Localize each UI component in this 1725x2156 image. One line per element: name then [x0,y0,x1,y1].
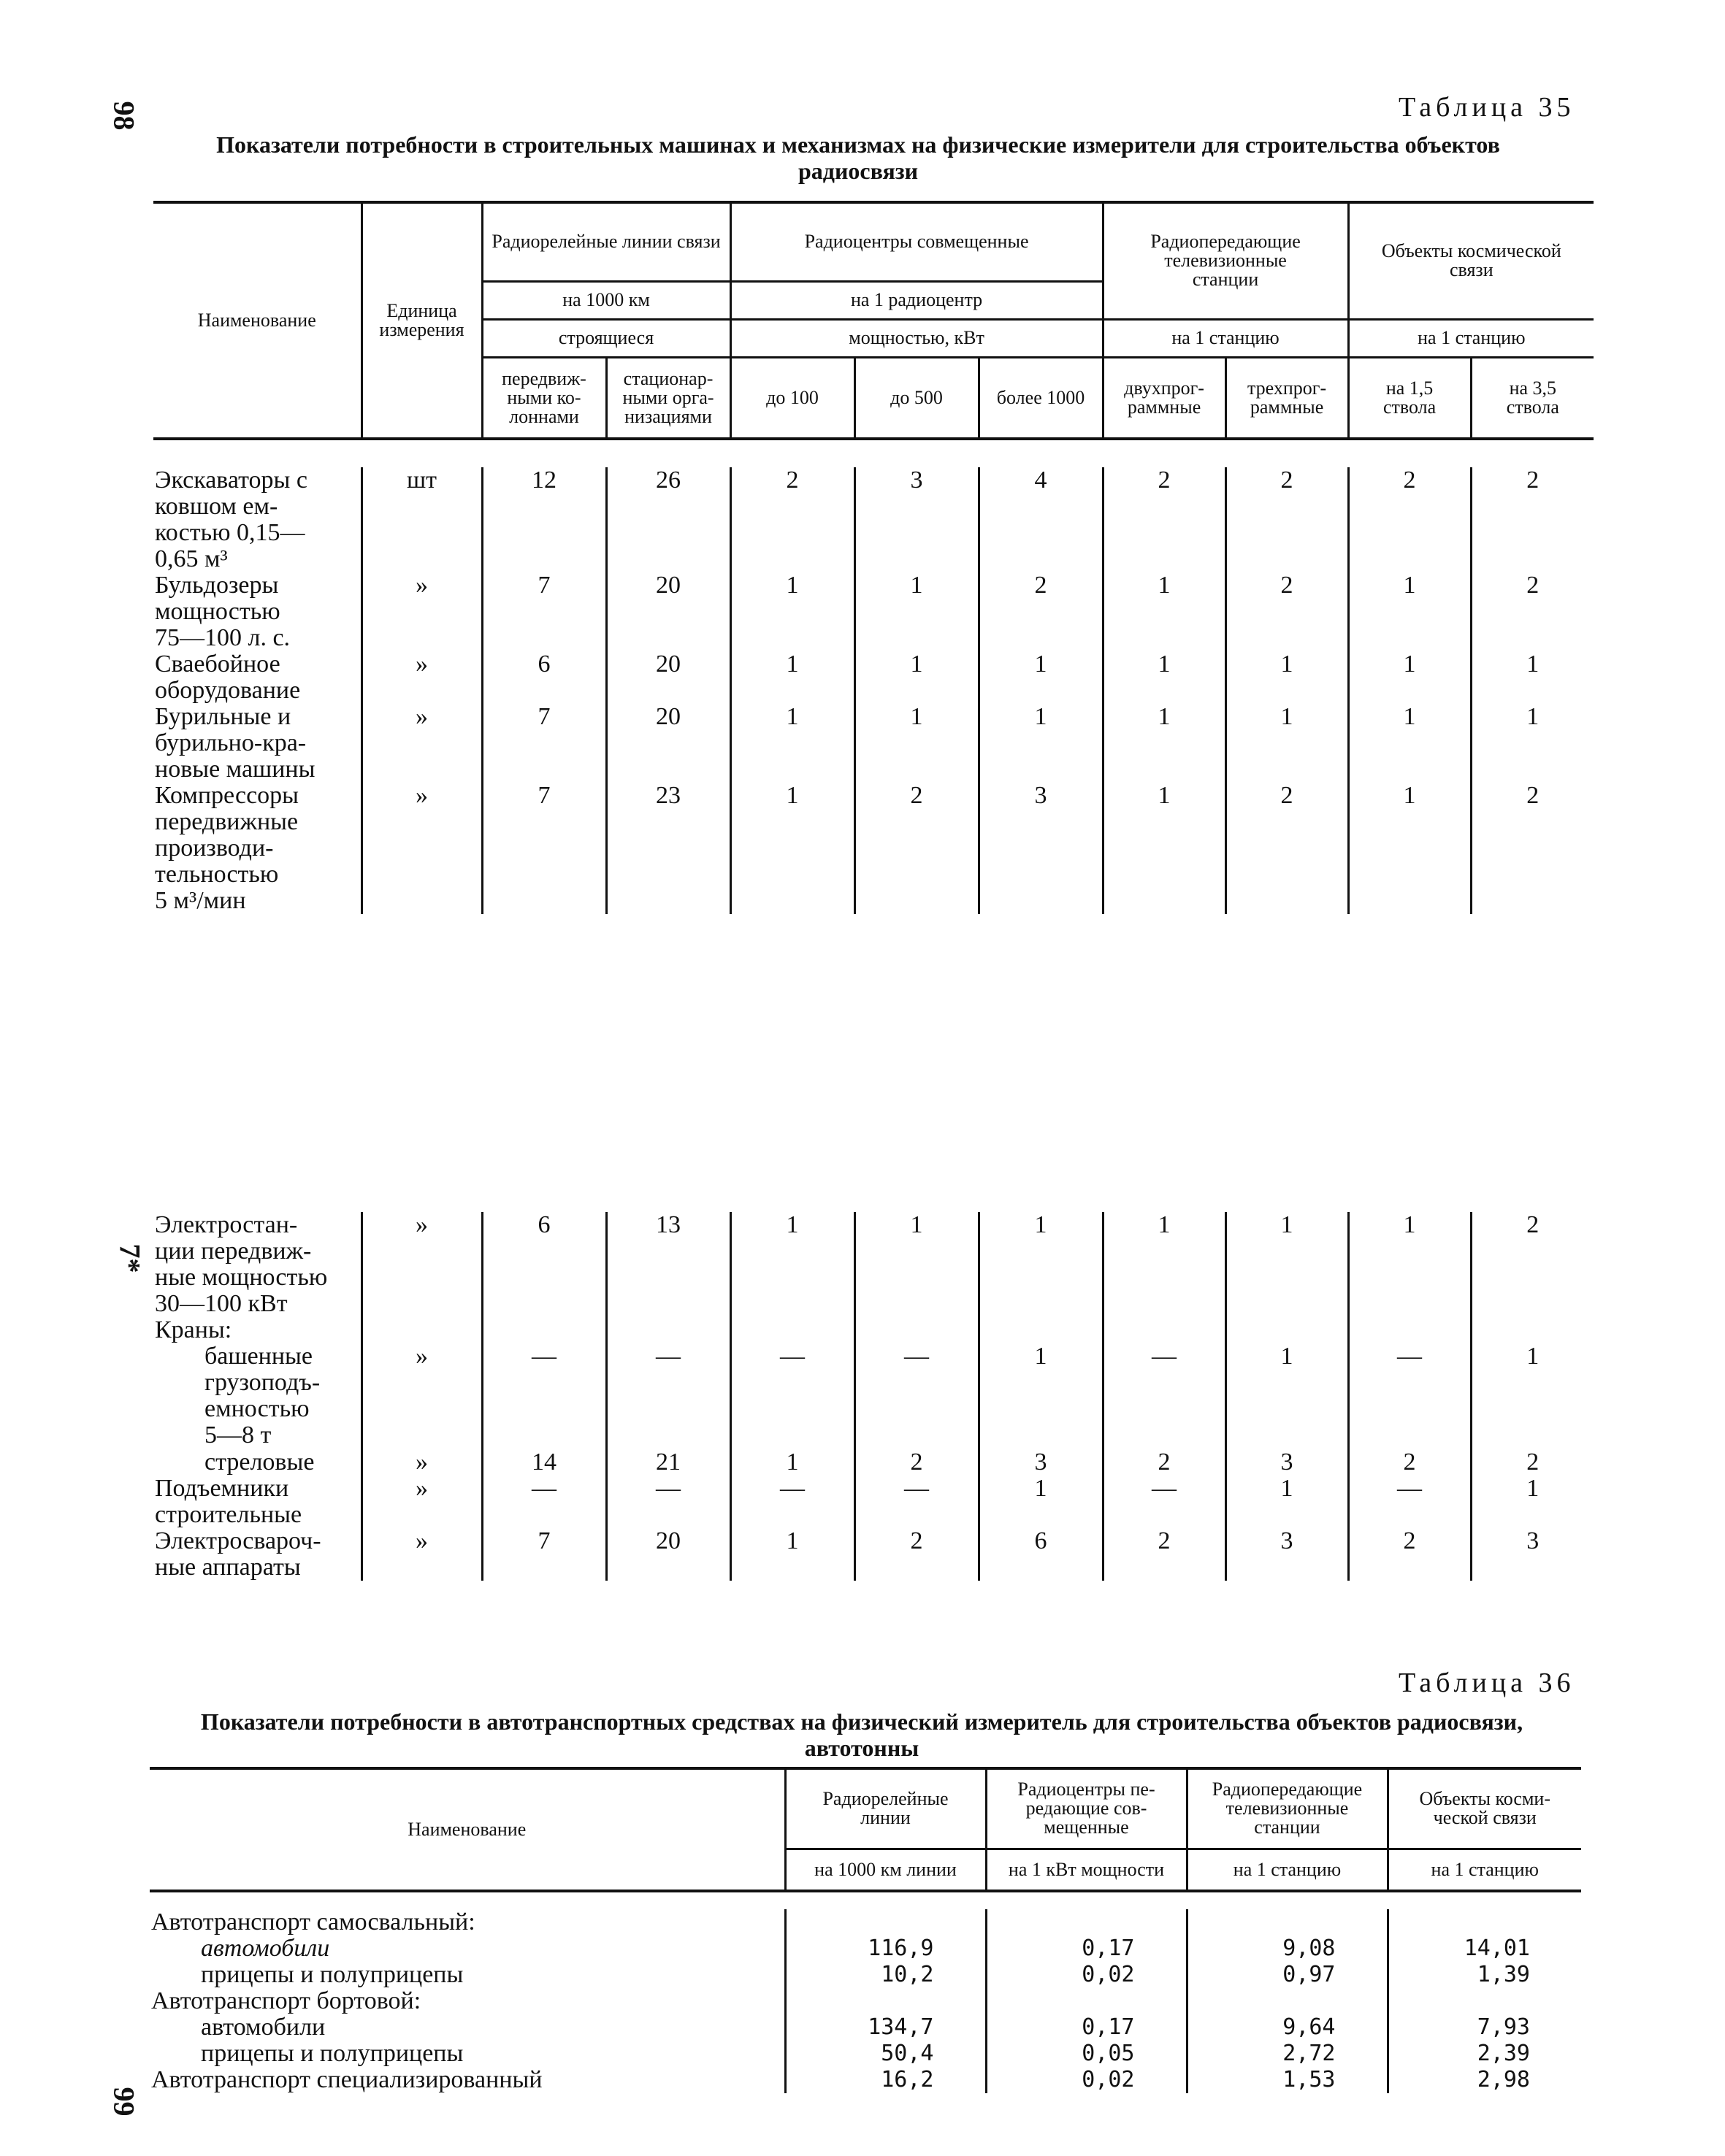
col-header-g1-c2: стационар- ными орга- низациями [606,357,730,439]
row-name: прицепы и полуприцепы [201,1961,464,1988]
row-value: 7 [482,783,606,914]
t36-sub-header-3: на 1 станцию [1187,1849,1388,1891]
row-value: 1 [1348,1212,1471,1317]
row-value: 2 [1348,1528,1471,1581]
row-value: 0,97 [1187,1962,1388,1988]
top-page-number: 98 [107,101,141,131]
table36-header [150,1767,1581,1892]
row-value: 1 [854,572,979,651]
table-row [150,1962,1581,1988]
row-value: — [1348,1343,1471,1449]
col-header-name: Наименование [153,202,362,439]
row-value [785,1988,986,2014]
row-value: 0,02 [986,2067,1187,2093]
row-value: 1 [1103,572,1225,651]
row-value: — [730,1476,854,1528]
row-value: 7 [482,572,606,651]
table-row [150,2067,1581,2093]
row-value: 3 [1471,1528,1594,1581]
row-value: 1,53 [1187,2067,1388,2093]
table-row [150,1988,1581,2014]
row-value: — [730,1343,854,1449]
col-header-g3-c1: двухпрог- раммные [1103,357,1225,439]
g2-sub-header-2: мощностью, кВт [730,319,1103,357]
row-value [730,1317,854,1343]
row-value: — [482,1343,606,1449]
row-value: 1,39 [1388,1962,1581,1988]
row-value: 2 [1225,572,1348,651]
row-value: — [854,1476,979,1528]
table-row [153,1476,1594,1528]
row-value: 1 [730,1528,854,1581]
row-name: стреловые [204,1449,315,1476]
col-header-g2-c3: более 1000 [979,357,1103,439]
row-value: 1 [1225,1212,1348,1317]
g2-sub-header: на 1 радиоцентр [730,281,1103,319]
table35-label: Таблица 35 [1399,92,1575,123]
row-name: Автотранспорт специализированный [151,2066,543,2093]
col-header-g2-c2: до 500 [854,357,979,439]
row-unit: шт [362,467,482,572]
row-value: 2 [1471,783,1594,914]
row-value: 0,02 [986,1962,1187,1988]
row-value: 2 [730,467,854,572]
row-value: 1 [979,1343,1103,1449]
row-value: 1 [1103,1212,1225,1317]
row-value: 2 [1103,1449,1225,1476]
row-value: — [854,1343,979,1449]
row-value: 134,7 [785,2014,986,2041]
row-value: 9,64 [1187,2014,1388,2041]
row-value: 50,4 [785,2041,986,2067]
row-value: 2 [979,572,1103,651]
row-value: 1 [979,704,1103,783]
t36-col-header-1: Радиорелейные линии [785,1768,986,1849]
row-value: 1 [1471,704,1594,783]
table-row [150,1936,1581,1962]
side-mark: 7* [113,1243,147,1273]
row-name: Краны: [155,1316,232,1343]
col-header-g2-c1: до 100 [730,357,854,439]
row-value: 2 [1348,1449,1471,1476]
table36-label: Таблица 36 [1399,1668,1575,1698]
table-row [153,467,1594,572]
row-value: 1 [730,783,854,914]
row-value: 2,39 [1388,2041,1581,2067]
row-value: 7 [482,704,606,783]
row-value: 1 [730,572,854,651]
t36-col-header-name: Наименование [150,1768,785,1891]
row-value [1103,1317,1225,1343]
row-value [482,1317,606,1343]
row-value: 2,98 [1388,2067,1581,2093]
col-header-g4-c1: на 1,5 ствола [1348,357,1471,439]
row-value: 1 [730,704,854,783]
t36-col-header-4: Объекты косми- ческой связи [1388,1768,1581,1849]
row-name: Бурильные и бурильно-кра- новые машины [155,703,315,783]
row-value: 2 [854,1449,979,1476]
row-value [1348,1317,1471,1343]
row-unit: » [362,572,482,651]
col-header-g4-c2: на 3,5 ствола [1471,357,1594,439]
row-value: 1 [854,704,979,783]
t36-col-header-3: Радиопередающие телевизионные станции [1187,1768,1388,1849]
row-value [854,1317,979,1343]
row-name: Компрессоры передвижные производи- тельностью 5 м³/мин [155,782,299,914]
row-value: 12 [482,467,606,572]
row-value: 2 [1471,1449,1594,1476]
table-row [150,1909,1581,1936]
table-row [153,1212,1594,1317]
group-header-radiocenters: Радиоцентры совмещенные [730,202,1103,281]
row-value: 3 [979,1449,1103,1476]
row-value: 2 [1225,783,1348,914]
row-value: 1 [1103,704,1225,783]
bottom-page-number: 99 [107,2087,141,2117]
row-value: 14,01 [1388,1936,1581,1962]
table-row [150,2014,1581,2041]
row-value: 1 [1471,651,1594,704]
row-value: 6 [482,1212,606,1317]
row-value: 1 [1348,783,1471,914]
table-row [153,783,1594,914]
row-value [1225,1317,1348,1343]
row-value: 1 [730,1212,854,1317]
row-value: — [1103,1343,1225,1449]
row-value [979,1317,1103,1343]
table-row [153,1343,1594,1449]
t36-sub-header-2: на 1 кВт мощности [986,1849,1187,1891]
table35-body-top [153,467,1594,914]
row-value: 21 [606,1449,730,1476]
g1-sub-header-2: строящиеся [482,319,730,357]
row-value: 1 [1348,572,1471,651]
row-value: — [482,1476,606,1528]
table35-header [153,201,1594,440]
row-value: 7 [482,1528,606,1581]
col-header-unit: Единица измерения [362,202,482,439]
row-name: прицепы и полуприцепы [201,2040,464,2067]
row-name: автомобили [201,1935,330,1962]
row-value [986,1909,1187,1936]
row-unit: » [362,1449,482,1476]
row-unit: » [362,1476,482,1528]
table-row [153,572,1594,651]
table-row [153,1317,1594,1343]
row-value: 7,93 [1388,2014,1581,2041]
row-value: 1 [730,651,854,704]
t36-sub-header-4: на 1 станцию [1388,1849,1581,1891]
row-value: 2 [854,1528,979,1581]
row-value: 1 [730,1449,854,1476]
group-header-space-objects: Объекты космической связи [1348,202,1594,319]
row-value: 2 [854,783,979,914]
row-value: — [1348,1476,1471,1528]
row-value: 3 [1225,1449,1348,1476]
row-value: 1 [1103,783,1225,914]
row-unit: » [362,1343,482,1449]
row-value: 2 [1471,1212,1594,1317]
row-value: 1 [1348,704,1471,783]
row-name: Бульдозеры мощностью 75—100 л. с. [155,572,291,651]
row-value: 2 [1225,467,1348,572]
row-unit: » [362,783,482,914]
g1-sub-header: на 1000 км [482,281,730,319]
row-value: 1 [1225,1476,1348,1528]
row-value: 1 [1225,704,1348,783]
table-row [153,651,1594,704]
row-value: 26 [606,467,730,572]
row-name: Подъемники строительные [155,1475,302,1528]
table36-title: Показатели потребности в автотранспортных средствах на физический измеритель для строительства объектов радиосвязи, автотонны [200,1708,1523,1761]
g4-sub-header: на 1 станцию [1348,319,1594,357]
col-header-g3-c2: трехпрог- раммные [1225,357,1348,439]
row-value: 9,08 [1187,1936,1388,1962]
row-value [1388,1988,1581,2014]
row-value: 1 [979,651,1103,704]
row-value: 16,2 [785,2067,986,2093]
row-value [1187,1988,1388,2014]
row-unit: » [362,651,482,704]
row-value: 2 [1103,467,1225,572]
row-unit: » [362,1528,482,1581]
row-value: 10,2 [785,1962,986,1988]
row-value: 13 [606,1212,730,1317]
row-name: башенные грузоподъ- емностью 5—8 т [204,1343,321,1449]
row-value: 2 [1471,572,1594,651]
row-value: 1 [1348,651,1471,704]
row-value: 1 [1471,1476,1594,1528]
row-value: 20 [606,1528,730,1581]
row-value: 20 [606,572,730,651]
table35-title: Показатели потребности в строительных машинах и механизмах на физические измерители для строительства объектов радиосвязи [216,131,1500,184]
row-value: 3 [979,783,1103,914]
row-unit: » [362,704,482,783]
row-value: 1 [1225,1343,1348,1449]
row-value [1471,1317,1594,1343]
row-value: 2 [1471,467,1594,572]
table-row [153,1528,1594,1581]
row-value: 14 [482,1449,606,1476]
table35-body-bottom [153,1212,1594,1581]
row-value: 0,05 [986,2041,1187,2067]
row-unit: » [362,1212,482,1317]
row-value: — [606,1476,730,1528]
table36-body [150,1909,1581,2093]
row-value: 3 [854,467,979,572]
col-header-g1-c1: передвиж- ными ко- лоннами [482,357,606,439]
row-value: 2,72 [1187,2041,1388,2067]
row-value [1388,1909,1581,1936]
row-value [986,1988,1187,2014]
row-value [1187,1909,1388,1936]
row-name: Сваебойное оборудование [155,651,301,704]
row-value: 1 [1225,651,1348,704]
row-value: 2 [1348,467,1471,572]
row-name: Электросвароч- ные аппараты [155,1527,321,1581]
row-value: 1 [979,1476,1103,1528]
table-row [153,704,1594,783]
row-value: 1 [854,1212,979,1317]
row-name: Автотранспорт бортовой: [151,1987,421,2014]
row-value: 116,9 [785,1936,986,1962]
t36-col-header-2: Радиоцентры пе- редающие сов- мещенные [986,1768,1187,1849]
row-value: 2 [1103,1528,1225,1581]
row-value: 20 [606,704,730,783]
row-value: — [606,1343,730,1449]
row-value: 23 [606,783,730,914]
g3-sub-header: на 1 станцию [1103,319,1348,357]
row-unit [362,1317,482,1343]
row-value: 0,17 [986,2014,1187,2041]
row-name: Автотранспорт самосвальный: [151,1908,475,1936]
row-value: 20 [606,651,730,704]
row-value [606,1317,730,1343]
row-name: Экскаваторы с ковшом ем- костью 0,15— 0,65 м³ [155,467,307,572]
row-value: 1 [1471,1343,1594,1449]
table-row [150,2041,1581,2067]
t36-sub-header-1: на 1000 км линии [785,1849,986,1891]
row-value: 0,17 [986,1936,1187,1962]
row-value: 3 [1225,1528,1348,1581]
group-header-tv-stations: Радиопередающие телевизионные станции [1103,202,1348,319]
row-value: — [1103,1476,1225,1528]
row-name: Электростан- ции передвиж- ные мощностью 30—100 кВт [155,1211,328,1317]
row-value [785,1909,986,1936]
row-name: автомобили [201,2014,326,2041]
row-value: 1 [1103,651,1225,704]
row-value: 1 [854,651,979,704]
row-value: 6 [482,651,606,704]
row-value: 1 [979,1212,1103,1317]
table-row [153,1449,1594,1476]
row-value: 4 [979,467,1103,572]
group-header-radiorelay: Радиорелейные линии связи [482,202,730,281]
row-value: 6 [979,1528,1103,1581]
